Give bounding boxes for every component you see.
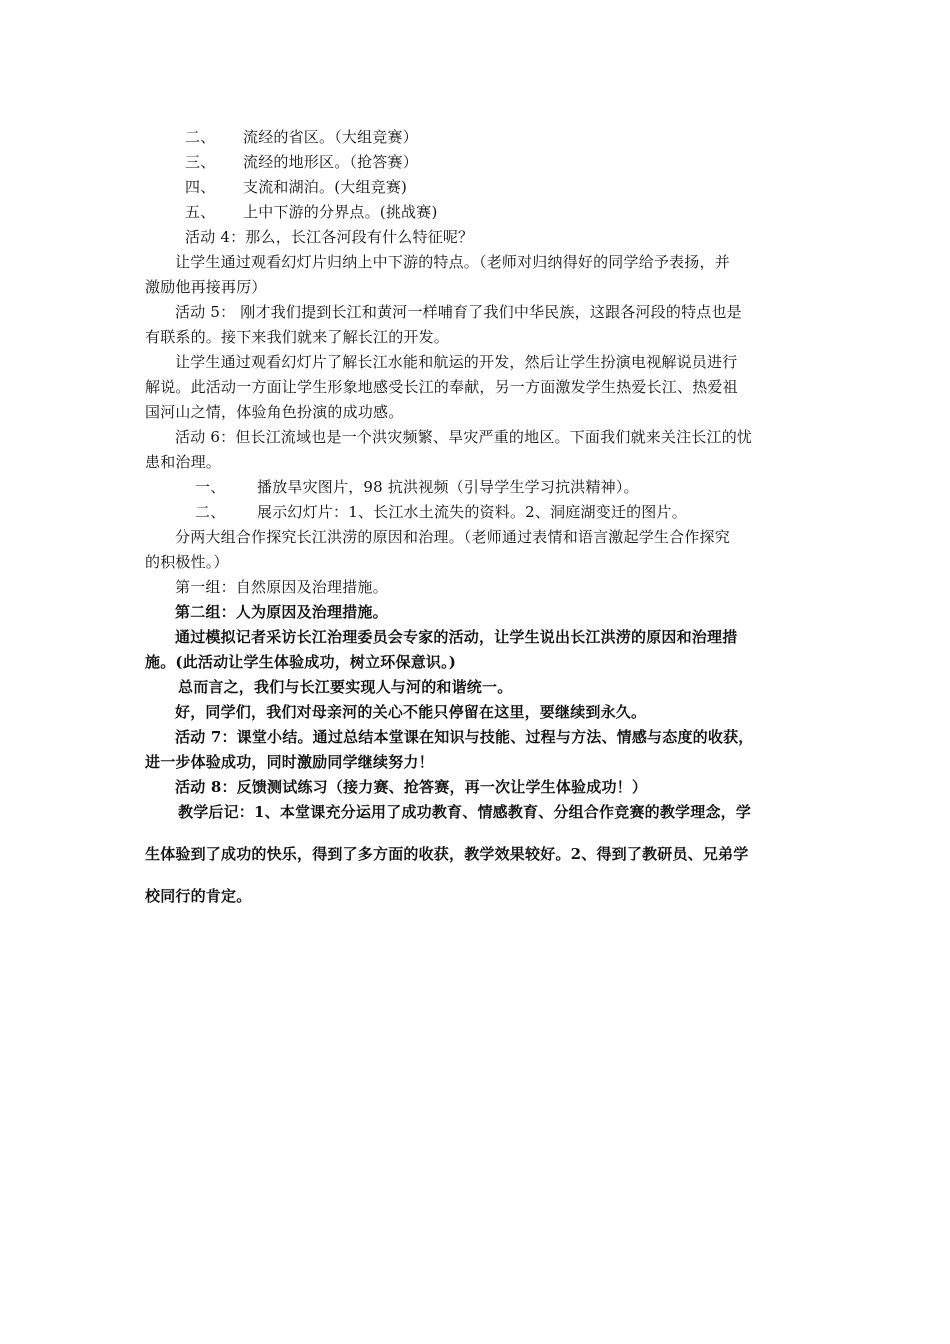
paragraph-line: 解说。此活动一方面让学生形象地感受长江的奉献，另一方面激发学生热爱长江、热爱祖 (145, 378, 738, 396)
activity6-line: 活动 6：但长江流域也是一个洪灾频繁、旱灾严重的地区。下面我们就来关注长江的忧 (175, 428, 753, 446)
list-number: 一、 (195, 478, 226, 496)
paragraph-line: 让学生通过观看幻灯片归纳上中下游的特点。（老师对归纳得好的同学给予表扬，并 (175, 253, 730, 271)
group1-line: 第一组：自然原因及治理措施。 (175, 578, 388, 596)
activity8-line: 活动 8：反馈测试练习（接力赛、抢答赛，再一次让学生体验成功！） (175, 778, 648, 796)
list-item (195, 477, 639, 497)
paragraph-line: 分两大组合作探究长江洪涝的原因和治理。（老师通过表情和语言激起学生合作探究 (175, 528, 730, 546)
postscript-line: 教学后记：1、本堂课充分运用了成功教育、情感教育、分组合作竞赛的教学理念，学 (178, 803, 752, 821)
list-item (185, 127, 418, 147)
list-text: 流经的省区。（大组竞赛） (243, 128, 418, 146)
activity7-line: 活动 7：课堂小结。通过总结本堂课在知识与技能、过程与方法、情感与态度的收获， (175, 728, 754, 746)
list-number: 二、 (185, 128, 216, 146)
activity6-line: 患和治理。 (145, 453, 222, 471)
paragraph-line: 施。(此活动让学生体验成功，树立环保意识。) (145, 653, 457, 671)
group2-line: 第二组：人为原因及治理措施。 (175, 603, 388, 621)
paragraph-line: 让学生通过观看幻灯片了解长江水能和航运的开发，然后让学生扮演电视解说员进行 (175, 353, 738, 371)
summary-line: 总而言之，我们与长江要实现人与河的和谐统一。 (178, 678, 513, 696)
paragraph-line: 通过模拟记者采访长江治理委员会专家的活动，让学生说出长江洪涝的原因和治理措 (175, 628, 738, 646)
paragraph-line: 的积极性。） (145, 553, 229, 571)
list-number: 二、 (195, 503, 226, 521)
postscript-line: 生体验到了成功的快乐，得到了多方面的收获，教学效果较好。2、得到了教研员、兄弟学 (145, 845, 749, 863)
list-item (185, 177, 407, 197)
activity5-line: 有联系的。接下来我们就来了解长江的开发。 (145, 328, 450, 346)
list-number: 三、 (185, 153, 216, 171)
activity4-heading: 活动 4：那么，长江各河段有什么特征呢？ (185, 228, 474, 246)
paragraph-line: 国河山之情，体验角色扮演的成功感。 (145, 403, 404, 421)
list-number: 五、 (185, 203, 216, 221)
list-text: 上中下游的分界点。(挑战赛) (243, 203, 438, 221)
list-text: 播放旱灾图片，98 抗洪视频（引导学生学习抗洪精神）。 (257, 478, 639, 496)
list-item (185, 202, 438, 222)
list-text: 展示幻灯片：1、长江水土流失的资料。2、洞庭湖变迁的图片。 (257, 503, 687, 521)
list-text: 流经的地形区。（抢答赛） (243, 153, 418, 171)
list-item (185, 152, 418, 172)
list-item (195, 502, 687, 522)
activity7-line: 进一步体验成功，同时激励同学继续努力！ (145, 753, 434, 771)
paragraph-line: 激励他再接再厉） (145, 278, 267, 296)
list-number: 四、 (185, 178, 216, 196)
closing-line: 好，同学们，我们对母亲河的关心不能只停留在这里，要继续到永久。 (175, 703, 647, 721)
activity5-line: 活动 5： 刚才我们提到长江和黄河一样哺育了我们中华民族，这跟各河段的特点也是 (175, 303, 742, 321)
list-text: 支流和湖泊。(大组竞赛) (243, 178, 408, 196)
postscript-line: 校同行的肯定。 (145, 887, 252, 905)
